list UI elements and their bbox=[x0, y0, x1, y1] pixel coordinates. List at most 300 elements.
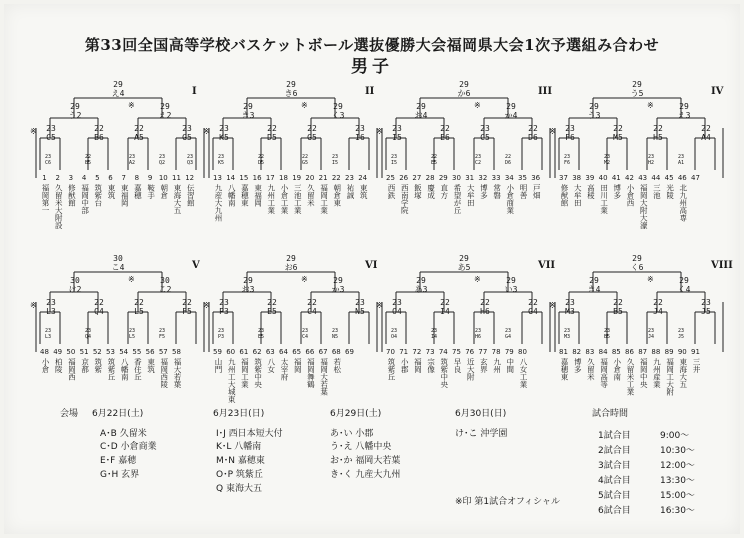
team-name: 戸畑 bbox=[532, 184, 542, 199]
team-number: 5 bbox=[95, 174, 100, 182]
team-number: 2 bbox=[55, 174, 60, 182]
sub-match-label: 23 H6 bbox=[474, 328, 482, 340]
team-number: 69 bbox=[345, 348, 354, 356]
venue-day2-date: 6月23日(日) bbox=[213, 409, 265, 419]
team-name: 朝倉東 bbox=[332, 184, 342, 207]
semifinal-match-label: 29 お4 bbox=[414, 102, 428, 120]
sub-match-label: 23 O4 bbox=[390, 328, 398, 340]
semifinal-match-label: 29 き3 bbox=[241, 102, 255, 120]
team-name: 京都 bbox=[80, 358, 90, 373]
semifinal-match-label: 29 く3 bbox=[331, 102, 345, 120]
team-name: 福岡西陵 bbox=[159, 358, 169, 388]
team-number: 41 bbox=[611, 174, 621, 182]
team-number: 85 bbox=[611, 348, 621, 356]
sub-match-label: 23 C2 bbox=[474, 154, 482, 166]
team-number: 13 bbox=[213, 174, 222, 182]
team-number: 89 bbox=[664, 348, 674, 356]
team-name: 福岡工業 bbox=[319, 184, 329, 214]
team-name: 福岡高等 bbox=[599, 358, 609, 388]
semifinal-match-label: 29 あ3 bbox=[414, 276, 428, 294]
semifinal-match-label: 29 う3 bbox=[587, 102, 601, 120]
time-value: 9:00～ bbox=[660, 431, 690, 441]
team-number: 81 bbox=[559, 348, 568, 356]
block-number: IV bbox=[711, 86, 724, 97]
team-number: 11 bbox=[172, 174, 181, 182]
sub-match-label: 23 L5 bbox=[128, 328, 136, 340]
team-name: 明善 bbox=[519, 184, 528, 199]
page-subtitle: 男子 bbox=[351, 57, 393, 77]
team-name: 福岡 bbox=[413, 358, 423, 373]
team-number: 12 bbox=[185, 174, 195, 182]
team-number: 59 bbox=[213, 348, 222, 356]
team-name: 久留米 bbox=[586, 358, 596, 381]
team-number: 40 bbox=[598, 174, 608, 182]
official-mark: ※ bbox=[128, 101, 135, 110]
team-number: 26 bbox=[399, 174, 409, 182]
match-label: 23 I6 bbox=[355, 124, 365, 142]
team-number: 86 bbox=[625, 348, 634, 356]
semifinal-match-label: 29 え3 bbox=[677, 102, 691, 120]
team-number: 17 bbox=[265, 174, 275, 182]
sub-match-label: 23 C6 bbox=[44, 154, 52, 166]
sub-match-label: 23 G4 bbox=[504, 328, 512, 340]
match-label: 22 D6 bbox=[528, 124, 538, 142]
team-number: 49 bbox=[53, 348, 63, 356]
venue-day1-row: G･H 玄界 bbox=[100, 470, 140, 480]
match-label: 23 J5 bbox=[701, 298, 711, 316]
team-name: 福岡第一 bbox=[41, 184, 50, 214]
team-number: 43 bbox=[638, 174, 648, 182]
sub-match-label: 23 I4 bbox=[430, 328, 438, 340]
official-mark: ※ bbox=[203, 301, 210, 310]
final-match-label: 30 こ4 bbox=[111, 254, 125, 272]
team-name: 福大若葉 bbox=[173, 358, 182, 388]
block-number: V bbox=[192, 260, 200, 271]
team-name: 福岡工大附 bbox=[665, 358, 675, 396]
team-number: 31 bbox=[465, 174, 475, 182]
time-game: 6試合目 bbox=[598, 506, 631, 516]
team-name: 東筑 bbox=[107, 184, 116, 199]
match-label: 23 I5 bbox=[392, 124, 402, 142]
team-number: 38 bbox=[572, 174, 582, 182]
semifinal-match-label: 29 か4 bbox=[504, 102, 518, 120]
venue-day2-row: I･J 西日本短大付 bbox=[216, 429, 283, 439]
team-number: 67 bbox=[318, 348, 328, 356]
team-number: 45 bbox=[664, 174, 674, 182]
team-name: 常磐 bbox=[492, 184, 502, 199]
page-title: 第33回全国高等学校バスケットボール選抜優勝大会福岡県大会1次予選組み合わせ bbox=[84, 36, 660, 54]
match-label: 23 C5 bbox=[46, 124, 56, 142]
team-number: 15 bbox=[239, 174, 249, 182]
team-name: 希望が丘 bbox=[453, 184, 462, 214]
sub-match-label: 22 G5 bbox=[301, 154, 309, 166]
team-number: 27 bbox=[412, 174, 422, 182]
team-number: 79 bbox=[504, 348, 514, 356]
match-label: 23 O4 bbox=[392, 298, 402, 316]
team-number: 32 bbox=[478, 174, 488, 182]
official-mark: ※ bbox=[301, 101, 308, 110]
block-number: II bbox=[365, 86, 375, 97]
team-name: 筑紫台 bbox=[93, 184, 103, 207]
team-name: 九州工業 bbox=[266, 184, 276, 214]
team-name: 嘉穂東 bbox=[240, 184, 250, 207]
team-name: 八女 bbox=[266, 358, 276, 373]
venue-day1-row: E･F 嘉穂 bbox=[100, 456, 137, 466]
team-name: 三池工業 bbox=[293, 184, 303, 214]
team-number: 80 bbox=[518, 348, 527, 356]
block-number: I bbox=[192, 86, 197, 97]
team-name: 北九州高専 bbox=[678, 184, 688, 222]
venue-day2-row: K･L 八幡南 bbox=[216, 442, 262, 452]
team-number: 16 bbox=[252, 174, 262, 182]
team-number: 65 bbox=[292, 348, 302, 356]
team-name: 筑紫丘 bbox=[107, 358, 116, 381]
team-name: 大牟田 bbox=[573, 184, 583, 207]
team-name: 小倉南 bbox=[612, 358, 622, 381]
team-number: 57 bbox=[158, 348, 168, 356]
team-number: 83 bbox=[585, 348, 595, 356]
team-number: 6 bbox=[108, 174, 113, 182]
team-number: 46 bbox=[677, 174, 687, 182]
team-number: 7 bbox=[121, 174, 126, 182]
team-name: 九州産業 bbox=[652, 358, 662, 388]
team-number: 68 bbox=[331, 348, 341, 356]
team-number: 72 bbox=[412, 348, 422, 356]
match-label: 22 J4 bbox=[653, 298, 663, 316]
team-number: 76 bbox=[465, 348, 475, 356]
match-label: 22 C4 bbox=[307, 298, 317, 316]
team-number: 90 bbox=[677, 348, 687, 356]
team-name: 小倉工業 bbox=[280, 184, 289, 214]
team-number: 37 bbox=[559, 174, 568, 182]
sub-match-label: 23 P3 bbox=[217, 328, 225, 340]
match-label: 23 K5 bbox=[219, 124, 229, 142]
team-name: 伝習館 bbox=[186, 184, 196, 207]
semifinal-match-label: 29 お3 bbox=[241, 276, 255, 294]
team-name: 東福岡 bbox=[253, 184, 263, 207]
sub-match-label: 22 D6 bbox=[504, 154, 512, 166]
match-label: 23 P3 bbox=[219, 298, 229, 316]
team-name: 東筑 bbox=[359, 184, 369, 199]
time-game: 1試合目 bbox=[598, 431, 631, 441]
final-match-label: 29 く6 bbox=[630, 254, 644, 272]
team-name: 中間 bbox=[505, 358, 515, 373]
team-name: 福岡中央 bbox=[639, 358, 649, 388]
team-name: 光陵 bbox=[665, 184, 675, 199]
sub-match-label: 23 J4 bbox=[647, 328, 655, 340]
team-name: 福岡大附大濠 bbox=[639, 184, 649, 229]
sub-match-label: 23 N5 bbox=[331, 328, 339, 340]
team-name: 福岡西 bbox=[67, 358, 77, 381]
team-name: 東海大五 bbox=[678, 358, 688, 388]
team-name: 博多 bbox=[573, 358, 583, 373]
team-number: 44 bbox=[651, 174, 661, 182]
match-label: 23 N5 bbox=[355, 298, 365, 316]
team-number: 24 bbox=[358, 174, 368, 182]
team-number: 56 bbox=[145, 348, 155, 356]
team-name: 筑紫 bbox=[93, 358, 103, 373]
team-name: 小郡 bbox=[400, 358, 410, 373]
match-label: 22 Q4 bbox=[94, 298, 104, 316]
team-name: 高稜 bbox=[586, 184, 596, 199]
team-number: 73 bbox=[425, 348, 435, 356]
team-number: 58 bbox=[172, 348, 181, 356]
team-name: 柏陵 bbox=[54, 358, 64, 373]
time-value: 10:30～ bbox=[660, 446, 695, 456]
team-name: 福岡 bbox=[293, 358, 303, 373]
time-value: 16:30～ bbox=[660, 506, 695, 516]
venue-day3-row: う･え 八幡中央 bbox=[330, 442, 392, 452]
team-number: 71 bbox=[399, 348, 409, 356]
match-label: 22 G5 bbox=[307, 124, 317, 142]
match-label: 22 H6 bbox=[480, 298, 490, 316]
team-name: 博多 bbox=[479, 184, 489, 199]
official-mark: ※ bbox=[376, 301, 383, 310]
team-name: 九州 bbox=[492, 358, 502, 373]
official-mark: ※ bbox=[647, 275, 654, 284]
match-label: 23 L3 bbox=[46, 298, 56, 316]
venue-day2-row: Q 東海大五 bbox=[216, 484, 262, 494]
official-mark: ※ bbox=[128, 275, 135, 284]
team-name bbox=[691, 184, 700, 240]
sub-match-label: 22 B5 bbox=[84, 154, 92, 166]
team-name: 東筑 bbox=[146, 358, 156, 373]
match-label: 22 D5 bbox=[267, 124, 277, 142]
team-number: 74 bbox=[438, 348, 448, 356]
team-number: 47 bbox=[691, 174, 700, 182]
team-number: 28 bbox=[425, 174, 435, 182]
team-number: 82 bbox=[572, 348, 582, 356]
team-name: 玄界 bbox=[479, 358, 489, 373]
team-name: 祐誠 bbox=[346, 184, 355, 199]
team-number: 30 bbox=[452, 174, 461, 182]
team-number: 50 bbox=[66, 348, 76, 356]
team-name: 小倉商業 bbox=[505, 184, 515, 214]
venue-day1-row: C･D 小倉商業 bbox=[100, 442, 157, 452]
team-name bbox=[345, 358, 354, 414]
match-label: 23 G5 bbox=[182, 124, 192, 142]
team-number: 23 bbox=[345, 174, 354, 182]
official-mark: ※ bbox=[301, 275, 308, 284]
team-number: 9 bbox=[147, 174, 153, 182]
block-number: VII bbox=[538, 260, 556, 271]
team-name: 若松 bbox=[332, 358, 342, 373]
team-number: 36 bbox=[531, 174, 541, 182]
team-name: 朝倉 bbox=[159, 184, 169, 199]
team-name: 嘉穂 bbox=[133, 184, 143, 199]
team-number: 84 bbox=[598, 348, 608, 356]
team-number: 64 bbox=[279, 348, 288, 356]
sub-match-label: 23 K5 bbox=[217, 154, 225, 166]
match-label: 22 M5 bbox=[613, 124, 623, 142]
sub-match-label: 23 Q2 bbox=[158, 154, 166, 166]
team-number: 87 bbox=[638, 348, 648, 356]
sub-match-label: 22 E5 bbox=[430, 154, 438, 166]
team-name: 西南学院 bbox=[400, 184, 410, 214]
team-name: 西鉄 bbox=[387, 184, 396, 199]
team-number: 29 bbox=[438, 174, 448, 182]
team-name: 八女工業 bbox=[519, 358, 528, 388]
match-label: 22 B5 bbox=[613, 298, 623, 316]
team-name: 小倉西 bbox=[626, 184, 635, 207]
team-name: 博多 bbox=[612, 184, 622, 199]
final-match-label: 29 か6 bbox=[457, 80, 471, 98]
team-number: 33 bbox=[491, 174, 501, 182]
venue-label: 会場 bbox=[60, 409, 79, 419]
team-name: 大牟田 bbox=[466, 184, 476, 207]
time-game: 4試合目 bbox=[598, 476, 631, 486]
semifinal-match-label: 29 く4 bbox=[677, 276, 691, 294]
sub-match-label: 23 J5 bbox=[677, 328, 685, 340]
venue-day3-row: お･か 福岡大若葉 bbox=[330, 456, 401, 466]
team-number: 10 bbox=[158, 174, 168, 182]
team-name: 福岡中部 bbox=[80, 184, 90, 214]
final-match-label: 29 え4 bbox=[111, 80, 125, 98]
team-name: 筑紫丘 bbox=[387, 358, 396, 381]
team-number: 51 bbox=[79, 348, 89, 356]
sub-match-label: 23 F5 bbox=[158, 328, 166, 340]
team-number: 88 bbox=[651, 348, 661, 356]
semifinal-match-label: 30 け2 bbox=[68, 276, 82, 294]
team-number: 35 bbox=[518, 174, 527, 182]
venue-day3-row: あ･い 小郡 bbox=[330, 429, 374, 439]
team-name: 修猷館 bbox=[67, 184, 77, 207]
team-number: 52 bbox=[92, 348, 102, 356]
sub-match-label: 23 F6 bbox=[563, 154, 571, 166]
match-label: 22 A5 bbox=[134, 124, 144, 142]
match-label: 22 I4 bbox=[440, 298, 450, 316]
team-name: 小倉 bbox=[41, 358, 50, 373]
sub-match-label: 22 D5 bbox=[257, 154, 265, 166]
sub-match-label: 23 C4 bbox=[301, 328, 309, 340]
team-name: 八幡南 bbox=[227, 184, 237, 207]
team-name: 久留米工業 bbox=[626, 358, 635, 396]
team-name: 福岡工業 bbox=[240, 358, 250, 388]
match-label: 22 E6 bbox=[440, 124, 450, 142]
team-name: 慶成 bbox=[426, 184, 436, 199]
time-game: 3試合目 bbox=[598, 461, 631, 471]
team-name: 三井 bbox=[692, 358, 701, 373]
match-label: 23 C5 bbox=[480, 124, 490, 142]
team-number: 19 bbox=[292, 174, 302, 182]
team-number: 20 bbox=[305, 174, 315, 182]
venue-day1-row: A･B 久留米 bbox=[100, 429, 147, 439]
sub-match-label: 23 A1 bbox=[677, 154, 685, 166]
sub-match-label: 23 L3 bbox=[44, 328, 52, 340]
team-name: 修猷館 bbox=[560, 184, 569, 207]
team-number: 75 bbox=[452, 348, 461, 356]
venue-day2-row: M･N 嘉穂東 bbox=[216, 456, 265, 466]
team-name: 久留米大附設 bbox=[54, 184, 64, 229]
team-name: 福岡大若葉 bbox=[319, 358, 329, 396]
team-number: 18 bbox=[279, 174, 288, 182]
time-label: 試合時間 bbox=[592, 409, 629, 419]
team-name: 早良 bbox=[453, 358, 462, 373]
team-name: 嘉穂東 bbox=[560, 358, 569, 381]
team-name: 筑紫中央 bbox=[439, 358, 449, 388]
team-number: 39 bbox=[585, 174, 595, 182]
final-match-label: 29 う5 bbox=[630, 80, 644, 98]
venue-day4-row: け･こ 沖学園 bbox=[455, 429, 508, 439]
venue-day3-date: 6月29日(土) bbox=[330, 409, 382, 419]
final-match-label: 29 き6 bbox=[284, 80, 298, 98]
team-number: 3 bbox=[68, 174, 74, 182]
official-mark: ※ bbox=[376, 127, 383, 136]
match-label: 22 F5 bbox=[182, 298, 192, 316]
match-label: 22 H5 bbox=[653, 124, 663, 142]
team-name: 久留米 bbox=[306, 184, 316, 207]
team-number: 48 bbox=[40, 348, 49, 356]
team-number: 25 bbox=[386, 174, 395, 182]
team-name: 東福岡 bbox=[120, 184, 130, 207]
team-number: 78 bbox=[491, 348, 501, 356]
official-mark: ※ bbox=[474, 275, 481, 284]
team-name: 東海大五 bbox=[173, 184, 182, 214]
team-number: 62 bbox=[252, 348, 262, 356]
team-number: 8 bbox=[134, 174, 140, 182]
team-number: 1 bbox=[42, 174, 47, 182]
team-number: 91 bbox=[691, 348, 700, 356]
team-name: 香住丘 bbox=[133, 358, 143, 381]
sub-match-label: 23 B5 bbox=[603, 328, 611, 340]
team-name: 近大附 bbox=[466, 358, 476, 381]
team-number: 63 bbox=[265, 348, 275, 356]
team-number: 34 bbox=[504, 174, 514, 182]
time-value: 12:00～ bbox=[660, 461, 695, 471]
team-number: 42 bbox=[625, 174, 634, 182]
official-mark: ※ bbox=[647, 101, 654, 110]
sub-match-label: 23 M2 bbox=[603, 154, 611, 166]
venue-day1-date: 6月22日(土) bbox=[92, 409, 144, 419]
time-value: 15:00～ bbox=[660, 491, 695, 501]
final-match-label: 29 あ5 bbox=[457, 254, 471, 272]
match-label: 22 B6 bbox=[94, 124, 104, 142]
sub-match-label: 23 A2 bbox=[128, 154, 136, 166]
semifinal-match-label: 29 え2 bbox=[158, 102, 172, 120]
team-number: 53 bbox=[106, 348, 115, 356]
block-number: III bbox=[538, 86, 553, 97]
team-name: 筑紫中央 bbox=[253, 358, 263, 388]
team-name: 九州工大城東 bbox=[227, 358, 237, 403]
official-mark: ※ bbox=[549, 127, 556, 136]
match-label: 23 F6 bbox=[565, 124, 575, 142]
final-match-label: 29 お6 bbox=[284, 254, 298, 272]
team-name: 田川工業 bbox=[599, 184, 609, 214]
team-name: 宗像 bbox=[426, 358, 436, 373]
sub-match-label: 23 E5 bbox=[257, 328, 265, 340]
team-number: 70 bbox=[386, 348, 395, 356]
block-number: VIII bbox=[711, 260, 733, 271]
sub-match-label: 23 I5 bbox=[331, 154, 339, 166]
semifinal-match-label: 29 か3 bbox=[331, 276, 345, 294]
match-label: 22 L5 bbox=[134, 298, 144, 316]
team-number: 22 bbox=[331, 174, 341, 182]
team-number: 21 bbox=[318, 174, 328, 182]
match-label: 23 M3 bbox=[565, 298, 575, 316]
semifinal-match-label: 29 う2 bbox=[68, 102, 82, 120]
match-label: 22 A4 bbox=[701, 124, 711, 142]
official-note: ※印 第1試合オフィシャル bbox=[455, 497, 560, 507]
match-label: 22 E5 bbox=[267, 298, 277, 316]
team-number: 66 bbox=[305, 348, 315, 356]
venue-day4-date: 6月30日(日) bbox=[455, 409, 507, 419]
team-name: 福岡舞鶴 bbox=[306, 358, 316, 388]
block-number: VI bbox=[365, 260, 378, 271]
official-mark: ※ bbox=[203, 127, 210, 136]
semifinal-match-label: 29 き4 bbox=[587, 276, 601, 294]
team-number: 55 bbox=[132, 348, 142, 356]
team-name: 飯塚 bbox=[413, 184, 423, 199]
